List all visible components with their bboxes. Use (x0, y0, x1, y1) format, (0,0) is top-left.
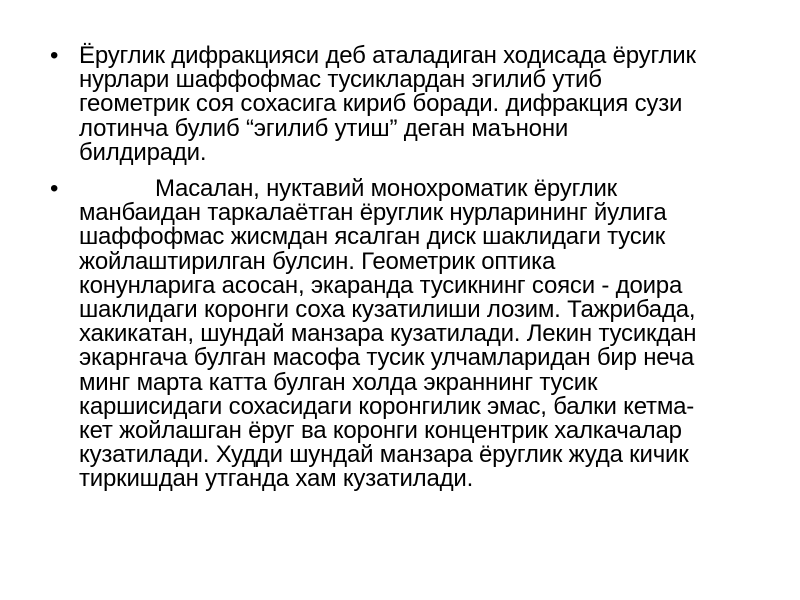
bullet-text-example (79, 177, 770, 492)
bullet-list (0, 44, 800, 504)
bullet-marker: • (50, 42, 59, 69)
bullet-marker: • (50, 175, 59, 203)
bullet-item-diffraction-definition (0, 44, 800, 165)
bullet-item-example (0, 177, 800, 492)
bullet-text-example-content: Масалан, нуктавий монохроматик ёруглик манбаидан таркалаётган ёруглик нурларининг йулига шаффофмас жисмдан ясалган диск шаклидаги тусик жойлаштирилган булсин. Геометрик оптика конунларига асосан, экаранда тусикнинг сояси - доира шаклидаги коронги соха кузатилиши лозим. Тажрибада, хакикатан, шундай манзара кузатилади. Лекин тусикдан экарнгача булган масофа тусик улчамларидан бир неча минг марта катта булган холда экраннинг тусик каршисидаги сохасидаги коронгилик эмас, балки кетма- кет жойлашган ёруг ва коронги концентрик халкачалар кузатилади. Худди шундай манзара ёруглик жуда кичик тиркишдан утганда хам кузатилади. (79, 175, 697, 493)
bullet-text-diffraction-definition: Ёруглик дифракцияси деб аталадиган ходисада ёруглик нурлари шаффофмас тусиклардан эгилиб утиб геометрик соя сохасига кириб боради. дифракция сузи лотинча булиб “эгилиб утиш” деган маънони билдиради. (79, 42, 696, 166)
